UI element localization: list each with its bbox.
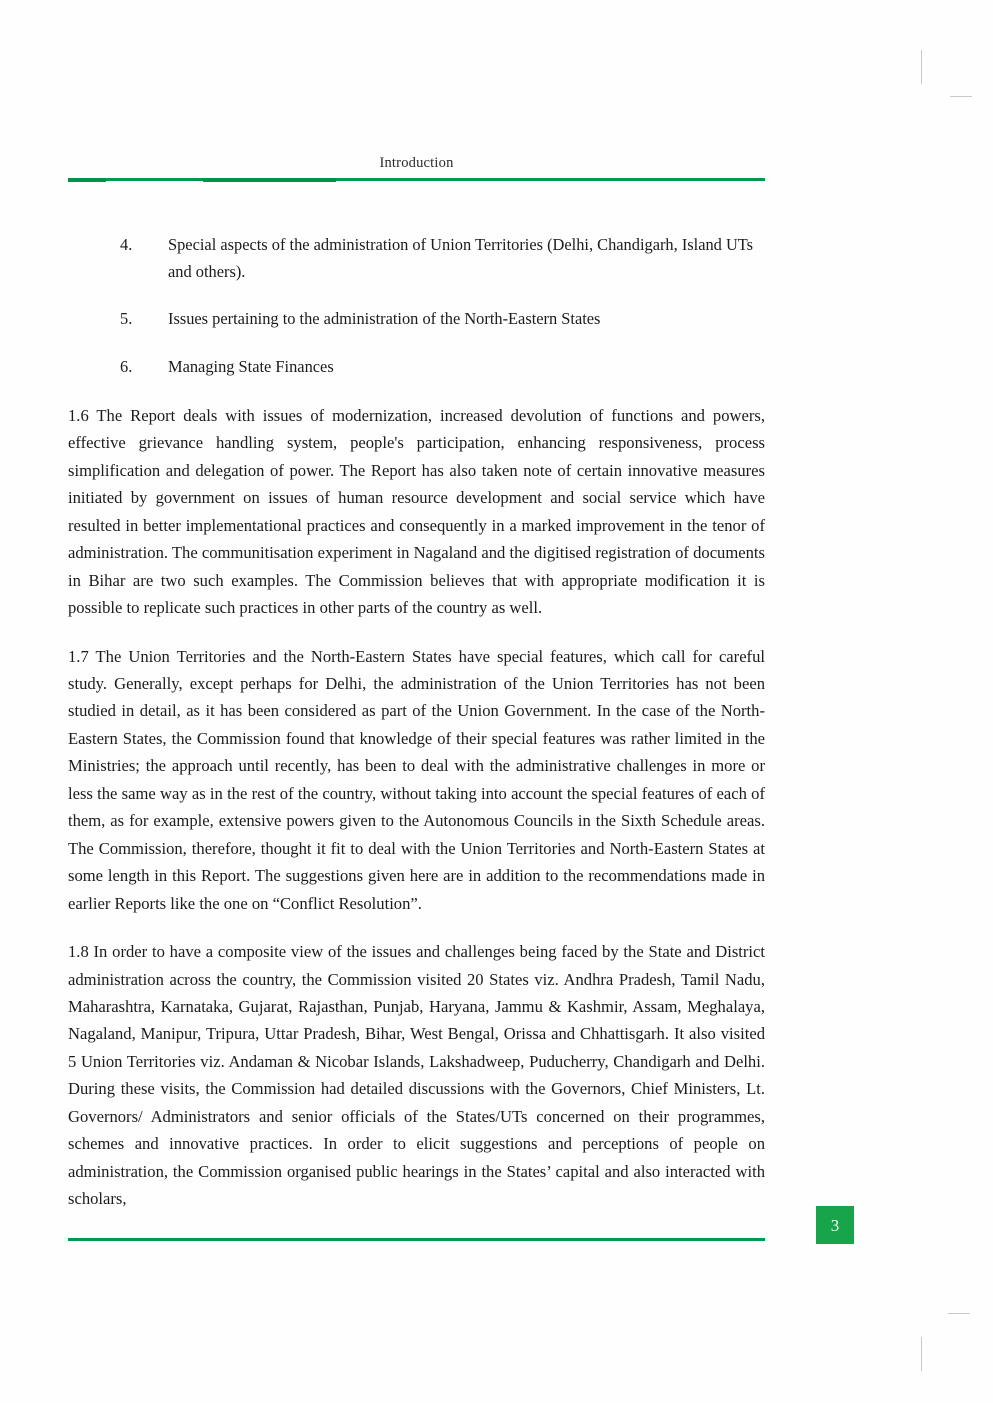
page-number-badge: 3 <box>816 1206 854 1244</box>
page-header <box>68 155 765 181</box>
list-item-text: Special aspects of the administration of Union Territories (Delhi, Chandigarh, Island UTs and others). <box>168 235 754 281</box>
numbered-list <box>68 232 765 381</box>
running-head: Introduction <box>379 155 454 171</box>
list-item-text: Managing State Finances <box>168 357 334 377</box>
list-item-marker: 4. <box>120 235 133 254</box>
list-item <box>68 232 765 285</box>
scan-registration-mark <box>921 50 922 84</box>
list-item-text: Issues pertaining to the administration of the North-Eastern States <box>168 309 601 329</box>
paragraph-1-6: 1.6 The Report deals with issues of modernization, increased devolution of functions and powers, effective grievance handling system, people's participation, enhancing responsiveness, process simplification and delegation of power. The Report has also taken note of certain innovative measures initiated by government on issues of human resource development and social service which have resulted in better implementational practices and consequently in a marked improvement in the tenor of administration. The communitisation experiment in Nagaland and the digitised registration of documents in Bihar are two such examples. The Commission believes that with appropriate modification it is possible to replicate such practices in other parts of the country as well. <box>68 405 765 618</box>
page-content <box>68 232 765 1233</box>
list-item <box>68 306 765 333</box>
footer-divider <box>68 1238 765 1241</box>
header-divider <box>68 178 765 181</box>
list-item-marker: 6. <box>120 357 133 377</box>
paragraph-1-7: 1.7 The Union Territories and the North-Eastern States have special features, which call for careful study. Generally, except perhaps for Delhi, the administration of the Union Territories has not been studied in detail, as it has been considered as part of the Union Government. In the case of the North-Eastern States, the Commission found that knowledge of their special features was rather limited in the Ministries; the approach until recently, has been to deal with the administrative challenges in more or less the same way as in the rest of the country, without taking into account the special features of each of them, as for example, extensive powers given to the Autonomous Councils in the Sixth Schedule areas. The Commission, therefore, thought it fit to deal with the Union Territories and North-Eastern States at some length in this Report. The suggestions given here are in addition to the recommendations made in earlier Reports like the one on “Conflict Resolution”. <box>68 646 765 913</box>
list-item-marker: 5. <box>120 309 133 329</box>
scan-registration-mark <box>948 1313 970 1314</box>
scan-registration-mark <box>950 96 972 97</box>
paragraph-1-8: 1.8 In order to have a composite view of the issues and challenges being faced by the State and District administration across the country, the Commission visited 20 States viz. Andhra Pradesh, Tamil Nadu, Maharashtra, Karnataka, Gujarat, Rajasthan, Punjab, Haryana, Jammu & Kashmir, Assam, Meghalaya, Nagaland, Manipur, Tripura, Uttar Pradesh, Bihar, West Bengal, Orissa and Chhattisgarh. It also visited 5 Union Territories viz. Andaman & Nicobar Islands, Lakshadweep, Puducherry, Chandigarh and Delhi. During these visits, the Commission had detailed discussions with the Governors, Chief Ministers, Lt. Governors/ Administrators and senior officials of the States/UTs concerned on their programmes, schemes and innovative practices. In order to elicit suggestions and perceptions of people on administration, the Commission organised public hearings in the States’ capital and also interacted with scholars, <box>68 942 765 1209</box>
list-item <box>68 354 765 381</box>
scan-registration-mark <box>921 1337 922 1371</box>
